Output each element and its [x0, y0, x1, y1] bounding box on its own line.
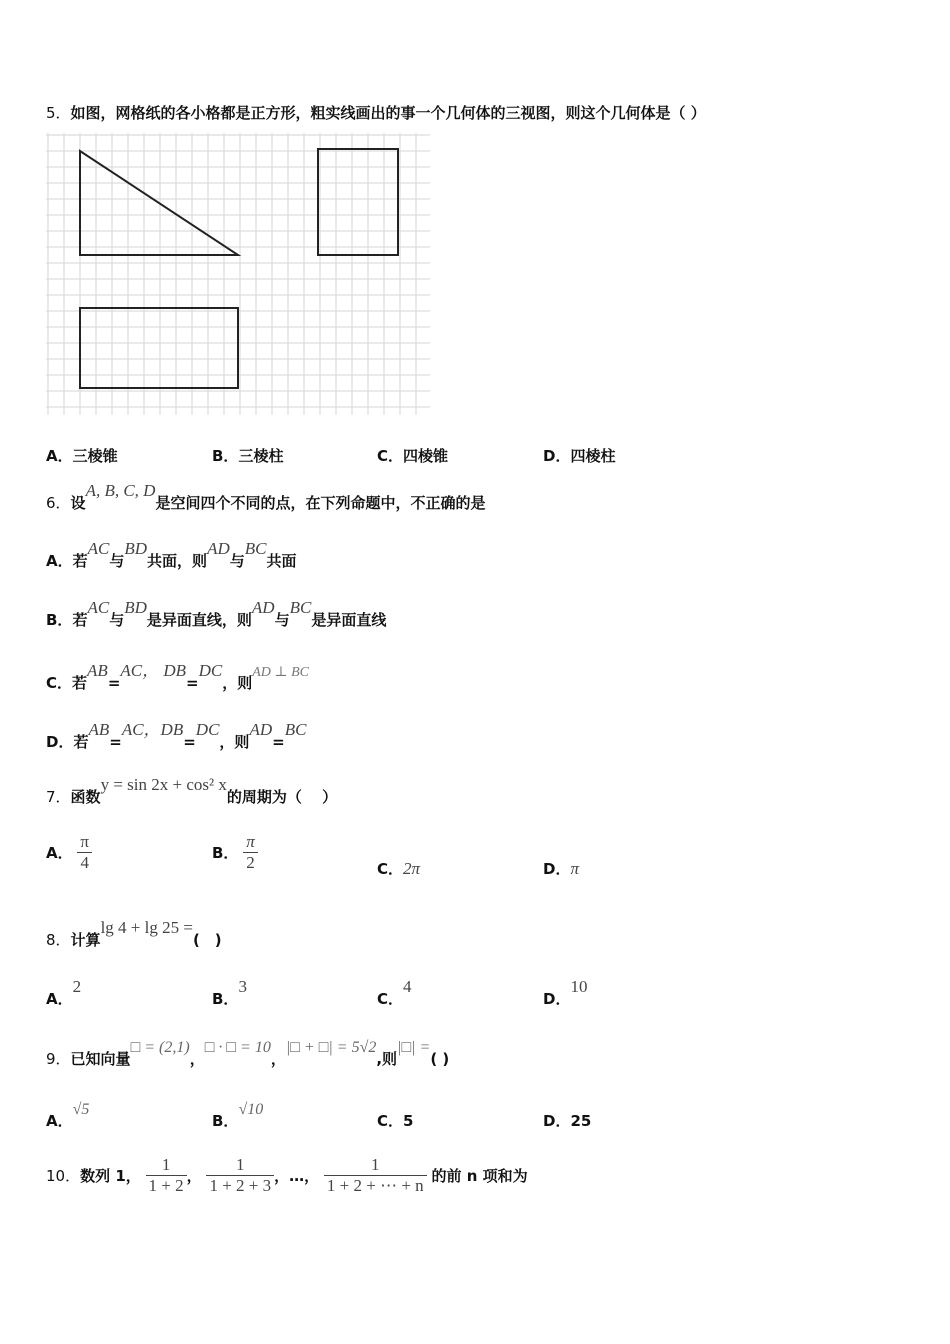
q9-option-a-value: √5 — [72, 1101, 90, 1118]
q6b-w2: 与 — [109, 611, 125, 629]
q6d-m3: DC — [195, 720, 220, 739]
q9-sep-3: ,则 — [376, 1050, 398, 1068]
side-view-rectangle — [318, 149, 398, 255]
q9-option-d[interactable] — [543, 1110, 591, 1131]
q6b-w1: 若 — [72, 611, 88, 629]
q5-option-d[interactable] — [543, 445, 615, 466]
q6d-eq3: = — [272, 733, 285, 751]
three-view-figure — [46, 133, 430, 419]
q6c-eq1: = — [107, 674, 121, 692]
q6c-eq2: = — [186, 674, 199, 692]
q7-option-d-value: π — [570, 859, 579, 878]
q8-option-d[interactable] — [543, 977, 588, 1009]
q9-stem — [46, 1039, 450, 1069]
q10-text: 的前 n 项和为 — [431, 1167, 528, 1185]
q6a-m2: BD — [124, 539, 148, 558]
q8-option-b-label: B． — [212, 990, 239, 1008]
q6a-w2: 与 — [109, 552, 125, 570]
q7-option-b[interactable] — [212, 832, 258, 873]
q7-option-d-label: D． — [543, 860, 571, 878]
q7-number: 7． — [46, 788, 71, 806]
q6a-m4: BC — [244, 539, 267, 558]
q7-option-c-label: C． — [377, 860, 404, 878]
q8-option-a-label: A． — [46, 990, 73, 1008]
q10-stem — [46, 1155, 528, 1196]
q8-option-a[interactable] — [46, 977, 82, 1009]
q9-text: ( ) — [430, 1050, 450, 1068]
q5-option-c-text: 四棱锥 — [403, 447, 449, 465]
q6d-m5: BC — [284, 720, 307, 739]
q6-number: 6． — [46, 494, 71, 512]
q9-sep-1: ， — [189, 1050, 205, 1068]
q10-f2-num: 1 — [236, 1155, 245, 1174]
q6c-m1: AB — [87, 661, 108, 680]
q6a-w1: 若 — [72, 552, 88, 570]
q8-option-a-value: 2 — [72, 977, 82, 996]
q6c-w1: 若 — [72, 674, 88, 692]
q6c-m4: AD ⊥ BC — [252, 665, 309, 680]
q10-f3-num: 1 — [371, 1155, 380, 1174]
three-view-grid-svg — [46, 133, 430, 415]
q10-number: 10． — [46, 1167, 81, 1185]
q6-points: A, B, C, D — [85, 481, 156, 500]
q9-option-c[interactable] — [377, 1110, 413, 1131]
q10-sep-1: ， — [186, 1167, 202, 1185]
q6d-eq2: = — [183, 733, 196, 751]
q6b-m1: AC — [87, 598, 110, 617]
q9-number: 9． — [46, 1050, 71, 1068]
q7-stem — [46, 775, 338, 807]
q7-option-b-label: B． — [212, 844, 239, 862]
q5-option-c[interactable] — [377, 445, 448, 466]
q6d-w1: 若 — [73, 733, 89, 751]
q8-option-c[interactable] — [377, 977, 412, 1009]
q9-option-b-value: √10 — [238, 1101, 264, 1118]
q8-stem — [46, 918, 222, 950]
q7a-num: π — [80, 832, 89, 851]
q6-option-a-label: A． — [46, 552, 73, 570]
q10-f1-den: 1 + 2 — [146, 1175, 187, 1196]
q5-text: 如图，网格纸的各小格都是正方形，粗实线画出的事一个几何体的三视图，则这个几何体是（ ） — [70, 104, 706, 122]
q6b-m3: AD — [251, 598, 275, 617]
q9-option-a[interactable] — [46, 1101, 90, 1131]
q9-formula-4: |□| = — [397, 1039, 431, 1056]
q8-option-c-label: C． — [377, 990, 404, 1008]
q7-formula: y = sin 2x + cos² x — [100, 775, 227, 794]
q6c-m3: DC — [198, 661, 223, 680]
q6-option-c-label: C． — [46, 674, 73, 692]
q8-pre: 计算 — [70, 931, 101, 949]
q6b-w4: 与 — [274, 611, 290, 629]
q7-option-d[interactable] — [543, 858, 579, 879]
q9-sep-2: ， — [270, 1050, 286, 1068]
q6b-m2: BD — [124, 598, 147, 617]
q6-option-d[interactable] — [46, 720, 307, 752]
q7-option-c[interactable] — [377, 858, 420, 879]
q7-text: 的周期为（ ） — [226, 788, 338, 806]
q5-option-d-text: 四棱柱 — [570, 447, 616, 465]
q10-fraction-2 — [206, 1155, 274, 1196]
q7-option-b-fraction — [243, 832, 258, 873]
q7b-num: π — [246, 832, 255, 851]
q5-option-a-text: 三棱锥 — [72, 447, 118, 465]
q6b-w3: 是异面直线，则 — [146, 611, 252, 629]
q10-fraction-1 — [146, 1155, 187, 1196]
q9-option-a-label: A． — [46, 1112, 73, 1130]
q6d-eq1: = — [109, 733, 122, 751]
q9-option-b[interactable] — [212, 1101, 264, 1131]
q10-pre: 数列 1， — [80, 1167, 141, 1185]
q9-formula-3: |□ + □| = 5√2 — [285, 1039, 377, 1056]
q7-option-c-value: 2π — [403, 859, 421, 878]
q8-formula: lg 4 + lg 25 = — [100, 918, 193, 937]
q9-pre: 已知向量 — [70, 1050, 131, 1068]
q7b-den: 2 — [243, 852, 258, 873]
q6a-w5: 共面 — [266, 552, 297, 570]
q5-option-a-label: A． — [46, 447, 73, 465]
q5-option-b-label: B． — [212, 447, 239, 465]
q9-option-d-value: 25 — [570, 1112, 592, 1130]
q10-sep-2: ，…， — [274, 1167, 320, 1185]
q5-stem — [46, 102, 706, 123]
q8-option-b[interactable] — [212, 977, 247, 1009]
q5-option-b[interactable] — [212, 445, 283, 466]
q9-option-d-label: D． — [543, 1112, 571, 1130]
q7-pre: 函数 — [70, 788, 101, 806]
q6-text: 是空间四个不同的点，在下列命题中，不正确的是 — [155, 494, 486, 512]
q9-formula-2: □ · □ = 10 — [204, 1039, 271, 1056]
q10-fraction-3 — [324, 1155, 427, 1196]
q8-option-c-value: 4 — [403, 977, 412, 996]
q6-option-d-label: D． — [46, 733, 74, 751]
q6a-m3: AD — [207, 539, 230, 558]
q6-option-b[interactable] — [46, 598, 387, 630]
q6d-m2: AC，DB — [121, 720, 184, 739]
q10-f2-den: 1 + 2 + 3 — [206, 1175, 274, 1196]
q7-option-a-label: A． — [46, 844, 73, 862]
q6d-w2: ，则 — [219, 733, 250, 751]
q8-option-b-value: 3 — [238, 977, 247, 996]
q6b-w5: 是异面直线 — [311, 611, 387, 629]
q7-option-a[interactable] — [46, 832, 92, 873]
q8-option-d-label: D． — [543, 990, 571, 1008]
q6d-m4: AD — [249, 720, 273, 739]
q6a-w3: 共面，则 — [147, 552, 208, 570]
q5-option-c-label: C． — [377, 447, 404, 465]
q9-option-c-value: 5 — [403, 1112, 414, 1130]
top-view-rectangle — [80, 308, 238, 388]
q9-option-c-label: C． — [377, 1112, 404, 1130]
q6b-m4: BC — [289, 598, 312, 617]
q5-option-a[interactable] — [46, 445, 118, 466]
q6c-w2: ，则 — [222, 674, 253, 692]
q9-option-b-label: B． — [212, 1112, 239, 1130]
q10-f1-num: 1 — [161, 1155, 171, 1174]
q5-option-d-label: D． — [543, 447, 571, 465]
q10-f3-den: 1 + 2 + ⋯ + n — [324, 1175, 427, 1196]
q6-option-b-label: B． — [46, 611, 73, 629]
q9-formula-1: □ = (2,1) — [130, 1039, 190, 1056]
q8-text: ( ) — [192, 931, 222, 949]
q6-stem — [46, 481, 486, 513]
q8-option-d-value: 10 — [570, 977, 588, 996]
q6-option-a[interactable] — [46, 539, 297, 571]
q6-pre: 设 — [70, 494, 86, 512]
q8-number: 8． — [46, 931, 71, 949]
q5-option-b-text: 三棱柱 — [238, 447, 284, 465]
q6a-w4: 与 — [229, 552, 245, 570]
q6a-m1: AC — [87, 539, 110, 558]
q5-number: 5． — [46, 104, 71, 122]
q6-option-c[interactable] — [46, 661, 309, 693]
q6d-m1: AB — [88, 720, 110, 739]
q7-option-a-fraction — [77, 832, 92, 873]
q7a-den: 4 — [77, 852, 92, 873]
q6c-m2: AC， DB — [120, 661, 187, 680]
